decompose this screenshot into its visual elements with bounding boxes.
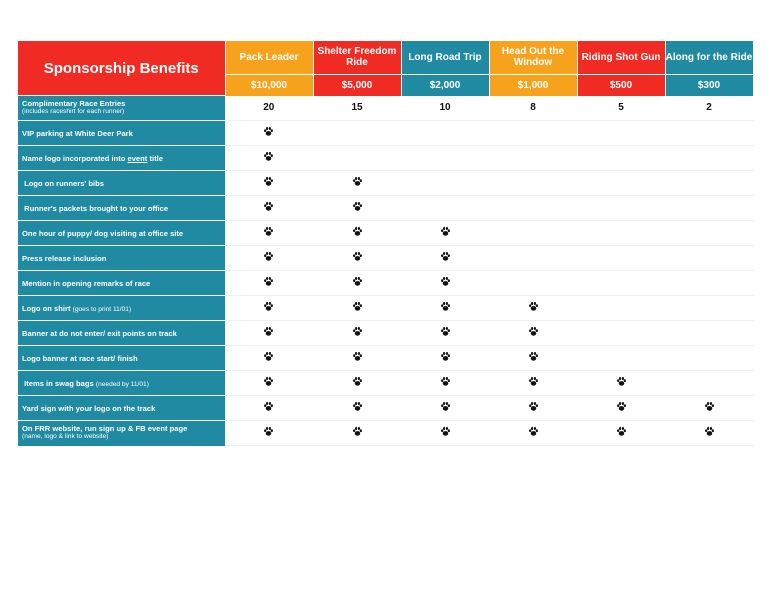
paw-print-icon: [263, 376, 274, 387]
benefit-included-cell: [225, 371, 313, 396]
tier-name-row: [18, 41, 753, 74]
benefit-included-cell: [489, 296, 577, 321]
race-entries-count: 2: [665, 96, 753, 121]
benefit-empty-cell: [489, 146, 577, 171]
paw-print-icon: [440, 251, 451, 262]
race-entries-count: 10: [401, 96, 489, 121]
benefit-included-cell: [225, 171, 313, 196]
benefit-label: [18, 121, 225, 146]
benefit-included-cell: [313, 246, 401, 271]
benefit-empty-cell: [577, 121, 665, 146]
benefit-label: [18, 271, 225, 296]
benefit-empty-cell: [577, 246, 665, 271]
paw-print-icon: [263, 276, 274, 287]
paw-print-icon: [352, 226, 363, 237]
benefit-included-cell: [665, 421, 753, 446]
paw-print-icon: [616, 376, 627, 387]
paw-print-icon: [352, 376, 363, 387]
benefit-empty-cell: [665, 146, 753, 171]
tier-price-riding-shot-gun: $500: [577, 74, 665, 95]
table-row: [18, 221, 753, 246]
benefit-included-cell: [313, 221, 401, 246]
benefit-label: [18, 246, 225, 271]
benefit-included-cell: [313, 296, 401, 321]
benefit-label-note: (needed by 11/01): [95, 380, 149, 388]
benefit-label: [18, 421, 225, 446]
race-entries-count: 8: [489, 96, 577, 121]
paw-print-icon: [704, 426, 715, 437]
benefit-label-note: (name, logo & link to website): [22, 433, 109, 441]
paw-print-icon: [352, 326, 363, 337]
table-row: [18, 396, 753, 421]
benefit-included-cell: [313, 396, 401, 421]
benefit-empty-cell: [313, 121, 401, 146]
paw-print-icon: [440, 276, 451, 287]
paw-print-icon: [263, 151, 274, 162]
benefit-label-text: Yard sign with your logo on the track: [22, 403, 156, 413]
paw-print-icon: [263, 201, 274, 212]
benefit-label-text: Runner's packets brought to your office: [22, 203, 169, 213]
benefit-empty-cell: [665, 221, 753, 246]
benefit-empty-cell: [665, 246, 753, 271]
benefit-empty-cell: [577, 296, 665, 321]
table-row: [18, 196, 753, 221]
benefit-included-cell: [665, 396, 753, 421]
benefit-included-cell: [313, 321, 401, 346]
paw-print-icon: [352, 276, 363, 287]
paw-print-icon: [263, 326, 274, 337]
tier-price-along-for-the-ride: $300: [665, 74, 753, 95]
paw-print-icon: [440, 326, 451, 337]
benefit-label-text: Name logo incorporated into: [22, 153, 128, 163]
benefit-included-cell: [401, 371, 489, 396]
benefit-label-note: (includes raceshirt for each runner): [22, 108, 125, 115]
benefit-included-cell: [577, 421, 665, 446]
table-row: [18, 246, 753, 271]
paw-print-icon: [440, 401, 451, 412]
benefit-included-cell: [577, 371, 665, 396]
race-entries-count: 5: [577, 96, 665, 121]
benefit-included-cell: [489, 396, 577, 421]
benefit-included-cell: [313, 196, 401, 221]
tier-price-head-out-the-window: $1,000: [489, 74, 577, 95]
benefit-included-cell: [489, 421, 577, 446]
benefit-empty-cell: [489, 171, 577, 196]
benefit-empty-cell: [401, 196, 489, 221]
paw-print-icon: [440, 351, 451, 362]
race-entries-count: 15: [313, 96, 401, 121]
benefit-empty-cell: [577, 196, 665, 221]
paw-print-icon: [263, 426, 274, 437]
benefit-empty-cell: [577, 321, 665, 346]
benefit-included-cell: [577, 396, 665, 421]
benefit-empty-cell: [665, 296, 753, 321]
benefit-included-cell: [225, 321, 313, 346]
benefit-included-cell: [225, 271, 313, 296]
paw-print-icon: [263, 176, 274, 187]
benefit-label: [18, 346, 225, 371]
benefit-empty-cell: [577, 346, 665, 371]
benefit-empty-cell: [665, 371, 753, 396]
benefit-included-cell: [489, 346, 577, 371]
benefit-empty-cell: [665, 271, 753, 296]
benefit-empty-cell: [665, 171, 753, 196]
benefit-empty-cell: [489, 246, 577, 271]
benefit-label-text: On FRR website, run sign up & FB event page: [22, 424, 188, 434]
benefit-included-cell: [313, 271, 401, 296]
benefit-empty-cell: [665, 121, 753, 146]
benefit-label: [18, 171, 225, 196]
paw-print-icon: [440, 376, 451, 387]
paw-print-icon: [440, 301, 451, 312]
benefit-included-cell: [401, 421, 489, 446]
benefit-label-text: One hour of puppy/ dog visiting at office site: [22, 228, 184, 238]
benefit-included-cell: [225, 296, 313, 321]
benefit-included-cell: [225, 146, 313, 171]
benefit-label-text: Press release inclusion: [22, 253, 107, 263]
benefit-label: [18, 196, 225, 221]
tier-price-pack-leader: $10,000: [225, 74, 313, 95]
tier-name-long-road-trip: Long Road Trip: [401, 41, 489, 74]
paw-print-icon: [263, 351, 274, 362]
benefit-empty-cell: [665, 321, 753, 346]
benefit-label: [18, 396, 225, 421]
benefit-label-text: Complimentary Race Entries: [22, 99, 126, 108]
paw-print-icon: [440, 226, 451, 237]
benefit-label-text: title: [147, 153, 163, 163]
benefit-included-cell: [401, 221, 489, 246]
paw-print-icon: [528, 426, 539, 437]
benefit-included-cell: [313, 371, 401, 396]
tier-name-pack-leader: Pack Leader: [225, 41, 313, 74]
paw-print-icon: [263, 226, 274, 237]
benefit-label-text: Items in swag bags: [22, 378, 94, 388]
paw-print-icon: [263, 126, 274, 137]
benefit-label-text: Logo on shirt: [22, 303, 71, 313]
paw-print-icon: [263, 401, 274, 412]
benefit-included-cell: [401, 396, 489, 421]
benefit-included-cell: [225, 346, 313, 371]
tier-name-riding-shot-gun: Riding Shot Gun: [577, 41, 665, 74]
table-row: [18, 96, 753, 121]
table-row: [18, 146, 753, 171]
benefit-empty-cell: [489, 121, 577, 146]
benefit-included-cell: [225, 421, 313, 446]
table-row: [18, 271, 753, 296]
benefit-included-cell: [225, 246, 313, 271]
benefit-included-cell: [401, 346, 489, 371]
tier-name-head-out-the-window: Head Out the Window: [489, 41, 577, 74]
table-row: [18, 121, 753, 146]
benefit-empty-cell: [577, 171, 665, 196]
paw-print-icon: [352, 201, 363, 212]
paw-print-icon: [352, 251, 363, 262]
tier-name-along-for-the-ride: Along for the Ride: [665, 41, 753, 74]
benefit-empty-cell: [665, 346, 753, 371]
benefit-empty-cell: [577, 221, 665, 246]
benefit-label-text: Mention in opening remarks of race: [22, 278, 151, 288]
table-row: [18, 421, 753, 446]
paw-print-icon: [528, 376, 539, 387]
benefit-included-cell: [489, 321, 577, 346]
benefit-label: [18, 296, 225, 321]
benefit-empty-cell: [665, 196, 753, 221]
benefit-included-cell: [225, 121, 313, 146]
benefit-label-note: (goes to print 11/01): [72, 305, 132, 313]
paw-print-icon: [440, 426, 451, 437]
paw-print-icon: [528, 301, 539, 312]
paw-print-icon: [352, 426, 363, 437]
paw-print-icon: [616, 401, 627, 412]
paw-print-icon: [352, 401, 363, 412]
benefit-empty-cell: [489, 271, 577, 296]
benefit-included-cell: [225, 221, 313, 246]
benefit-included-cell: [313, 171, 401, 196]
benefit-included-cell: [489, 371, 577, 396]
paw-print-icon: [704, 401, 715, 412]
paw-print-icon: [263, 251, 274, 262]
tier-price-shelter-freedom-ride: $5,000: [313, 74, 401, 95]
benefit-included-cell: [225, 396, 313, 421]
benefit-label-underlined: event: [127, 153, 148, 163]
benefit-empty-cell: [401, 121, 489, 146]
benefit-label-text: VIP parking at White Deer Park: [22, 128, 133, 138]
benefit-empty-cell: [489, 221, 577, 246]
benefit-label: [18, 146, 225, 171]
benefit-included-cell: [225, 196, 313, 221]
benefit-label: [18, 96, 225, 121]
paw-print-icon: [616, 426, 627, 437]
paw-print-icon: [352, 351, 363, 362]
benefit-included-cell: [401, 271, 489, 296]
table-title: Sponsorship Benefits: [18, 41, 225, 96]
table-row: [18, 371, 753, 396]
paw-print-icon: [528, 326, 539, 337]
table-row: [18, 296, 753, 321]
table-row: [18, 346, 753, 371]
sponsorship-table: [18, 41, 754, 446]
race-entries-count: 20: [225, 96, 313, 121]
benefit-label: [18, 321, 225, 346]
benefit-included-cell: [313, 421, 401, 446]
benefit-empty-cell: [489, 196, 577, 221]
table-row: [18, 321, 753, 346]
paw-print-icon: [352, 301, 363, 312]
benefit-label: [18, 221, 225, 246]
paw-print-icon: [263, 301, 274, 312]
benefit-empty-cell: [577, 271, 665, 296]
benefit-label-text: Banner at do not enter/ exit points on track: [22, 328, 177, 338]
benefit-empty-cell: [401, 146, 489, 171]
tier-name-shelter-freedom-ride: Shelter Freedom Ride: [313, 41, 401, 74]
benefit-included-cell: [401, 321, 489, 346]
paw-print-icon: [352, 176, 363, 187]
benefit-empty-cell: [401, 171, 489, 196]
benefit-label-text: Logo banner at race start/ finish: [22, 353, 138, 363]
benefit-included-cell: [401, 296, 489, 321]
benefit-empty-cell: [313, 146, 401, 171]
benefit-empty-cell: [577, 146, 665, 171]
benefit-included-cell: [313, 346, 401, 371]
paw-print-icon: [528, 401, 539, 412]
benefit-label: [18, 371, 225, 396]
tier-price-long-road-trip: $2,000: [401, 74, 489, 95]
paw-print-icon: [528, 351, 539, 362]
benefit-included-cell: [401, 246, 489, 271]
table-row: [18, 171, 753, 196]
benefit-label-text: Logo on runners' bibs: [22, 178, 104, 188]
